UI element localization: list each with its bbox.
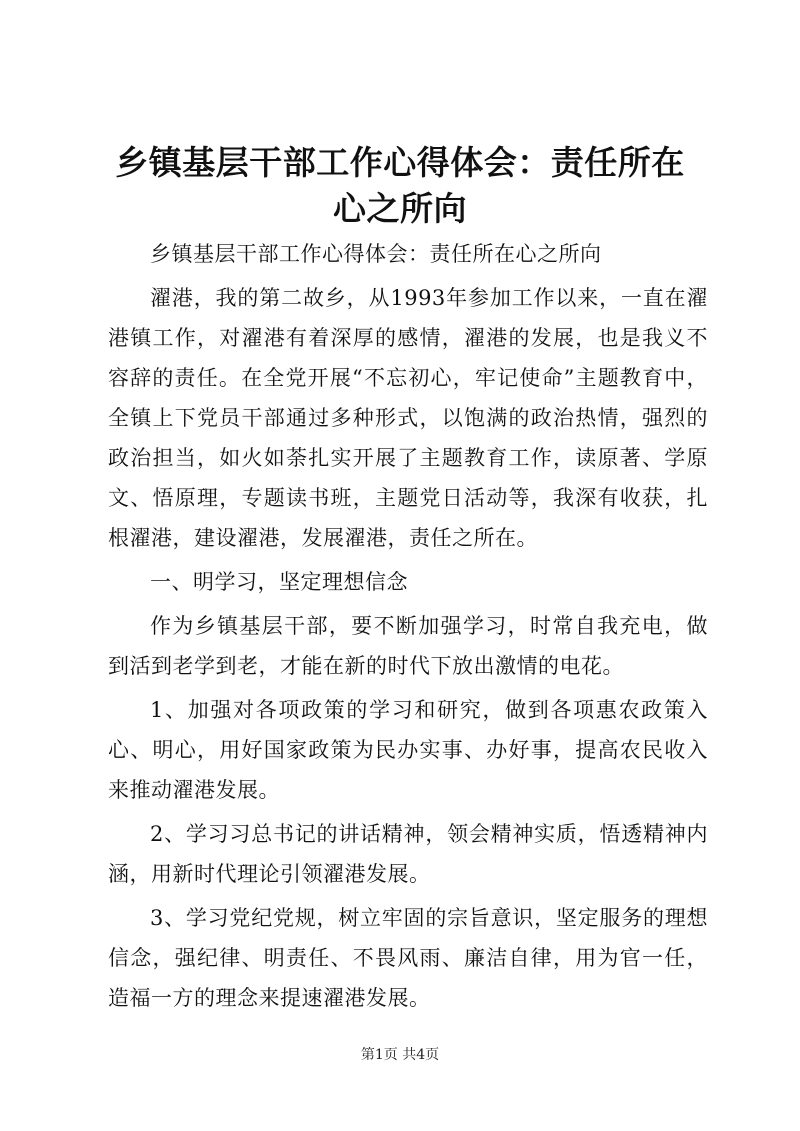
paragraph-intro: 濯港，我的第二故乡，从1993年参加工作以来，一直在濯港镇工作，对濯港有着深厚的感情，濯港的发展，也是我义不容辞的责任。在全党开展“不忘初心，牢记使命”主题教育中，全镇上下党员干部通过多种形式，以饱满的政治热情，强烈的政治担当，如火如荼扎实开展了主题教育工作，读原著、学原文、悟原理，专题读书班，主题党日活动等，我深有收获，扎根濯港，建设濯港，发展濯港，责任之所在。 xyxy=(108,286,708,550)
document-title: 乡镇基层干部工作心得体会：责任所在心之所向 xyxy=(115,143,685,228)
paragraph-point-3: 3、学习党纪党规，树立牢固的宗旨意识，坚定服务的理想信念，强纪律、明责任、不畏风雨、廉洁自律，用为官一任，造福一方的理念来提速濯港发展。 xyxy=(108,906,708,1010)
paragraph-subtitle: 乡镇基层干部工作心得体会：责任所在心之所向 xyxy=(150,242,602,266)
document-body xyxy=(108,234,708,1018)
section-heading: 一、明学习，坚定理想信念 xyxy=(150,570,408,594)
paragraph-point-2: 2、学习习总书记的讲话精神，领会精神实质，悟透精神内涵，用新时代理论引领濯港发展。 xyxy=(108,822,708,886)
paragraph-point-1: 1、加强对各项政策的学习和研究，做到各项惠农政策入心、明心，用好国家政策为民办实事、办好事，提高农民收入来推动濯港发展。 xyxy=(108,698,708,802)
paragraph-section-intro: 作为乡镇基层干部，要不断加强学习，时常自我充电，做到活到老学到老，才能在新的时代下放出激情的电花。 xyxy=(108,614,708,678)
page-number: 第1页 共4页 xyxy=(360,1047,440,1063)
